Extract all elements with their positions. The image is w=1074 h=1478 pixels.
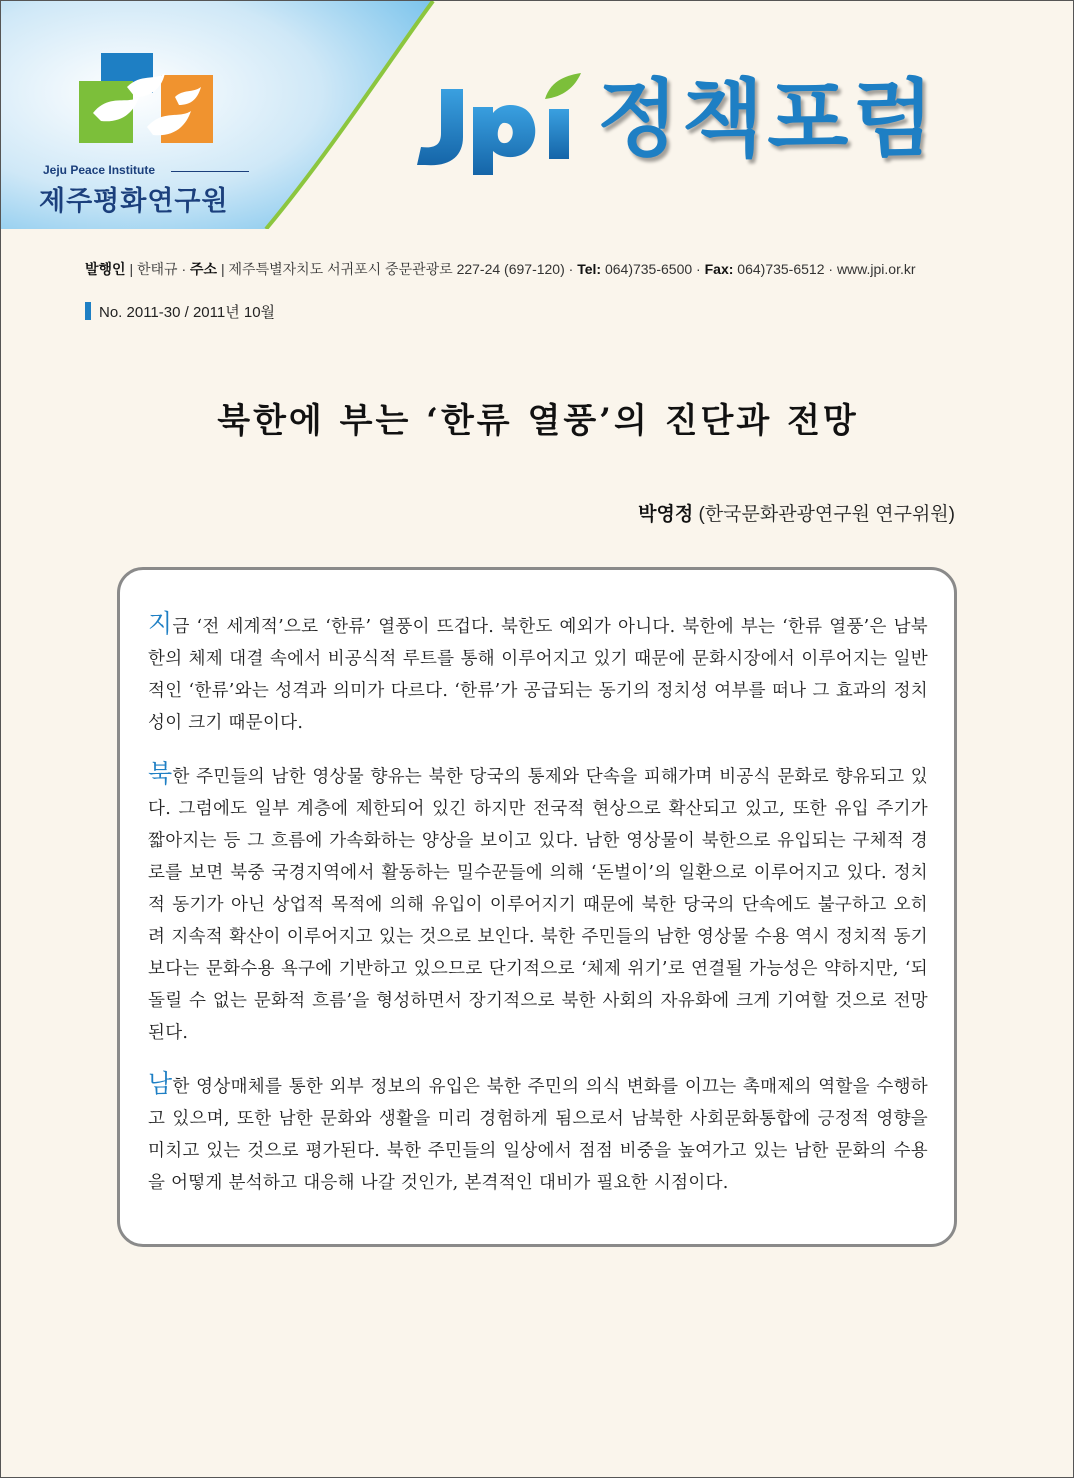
tel-label: Tel: [577,261,602,277]
author-affiliation: (한국문화관광연구원 연구위원) [698,504,955,525]
institute-name-korean: 제주평화연구원 [39,186,229,217]
publisher-label: 발행인 [85,261,126,277]
address: 제주특별자치도 서귀포시 중문관광로 227-24 (697-120) [228,261,565,277]
forum-title: 정책포럼 [597,70,938,168]
fax-label: Fax: [704,261,734,277]
issue-text: No. 2011-30 / 2011년 10월 [99,304,276,321]
paragraph-initial: 남 [148,1069,173,1098]
paragraph-text: 금 ‘전 세계적’으로 ‘한류’ 열풍이 뜨겁다. 북한도 예외가 아니다. 북한에 부는 ‘한류 열풍’은 남북한의 체제 대결 속에서 비공식적 루트를 통해 이루어지고 있기 때문에 문화시장에서 이루어지는 일반적인 ‘한류’와는 성격과 의미가 다르다. ‘한류’가 공급되는 동기의 정치성 여부를 떠나 그 효과의 정치성이 크기 때문이다. [148,617,928,733]
author-name: 박영정 [638,504,694,525]
jeju-peace-institute-logo [79,53,214,161]
institute-name-english: Jeju Peace Institute [43,163,156,177]
summary-box [117,567,957,1247]
paragraph-initial: 지 [148,609,173,638]
paragraph-text: 한 영상매체를 통한 외부 정보의 유입은 북한 주민의 의식 변화를 이끄는 촉매제의 역할을 수행하고 있으며, 또한 남한 문화와 생활을 미리 경험하게 됨으로서 남북한 사회문화통합에 긍정적 영향을 미치고 있는 것으로 평가된다. 북한 주민들의 일상에서 점점 비중을 높여가고 있는 남한 문화의 수용을 어떻게 분석하고 대응해 나갈 것인가, 본격적인 대비가 필요한 시점이다. [148,1077,928,1193]
author-line [638,499,955,526]
website-link[interactable]: www.jpi.or.kr [836,261,916,277]
issue-number [85,301,275,322]
issue-marker [85,302,91,320]
tel: 064)735-6500 [604,261,693,277]
paragraph-text: 한 주민들의 남한 영상물 향유는 북한 당국의 통제와 단속을 피해가며 비공식 문화로 향유되고 있다. 그럼에도 일부 계층에 제한되어 있긴 하지만 전국적 현상으로 확산되고 있고, 또한 유입 주기가 짧아지는 등 그 흐름에 가속화하는 양상을 보이고 있다. 남한 영상물이 북한으로 유입되는 구체적 경로를 보면 북중 국경지역에서 활동하는 밀수꾼들에 의해 ‘돈벌이’의 일환으로 이루어지고 있다. 정치적 동기가 아닌 상업적 목적에 의해 유입이 이루어지기 때문에 북한 당국의 단속에도 불구하고 오히려 지속적 확산이 이루어지고 있는 것으로 보인다. 북한 주민들의 남한 영상물 수용 역시 정치적 동기보다는 문화수용 욕구에 기반하고 있으므로 단기적으로 ‘체제 위기’로 연결될 가능성은 약하지만, ‘되돌릴 수 없는 문화적 흐름’을 형성하면서 장기적으로 북한 사회의 자유화에 크게 기여할 것으로 전망된다. [148,767,928,1043]
publisher-name: 한태규 [137,261,178,277]
jpi-logo [411,71,586,181]
publisher-info: 발행인 | 한태규 · 주소 | 제주특별자치도 서귀포시 중문관광로 227-24 (697-120) · Tel: 064)735-6500 · Fax: 064)735-6512 · www.jpi.or.kr [85,261,916,277]
summary-paragraph-1 [148,608,928,739]
paragraph-initial: 북 [148,759,173,788]
document-title: 북한에 부는 ‘한류 열풍’의 진단과 전망 [217,401,859,441]
separator: | [125,261,137,277]
institute-divider [171,171,249,172]
fax: 064)735-6512 [737,261,825,277]
summary-paragraph-2 [148,758,928,1049]
summary-paragraph-3 [148,1068,928,1199]
address-label: 주소 [190,261,218,277]
